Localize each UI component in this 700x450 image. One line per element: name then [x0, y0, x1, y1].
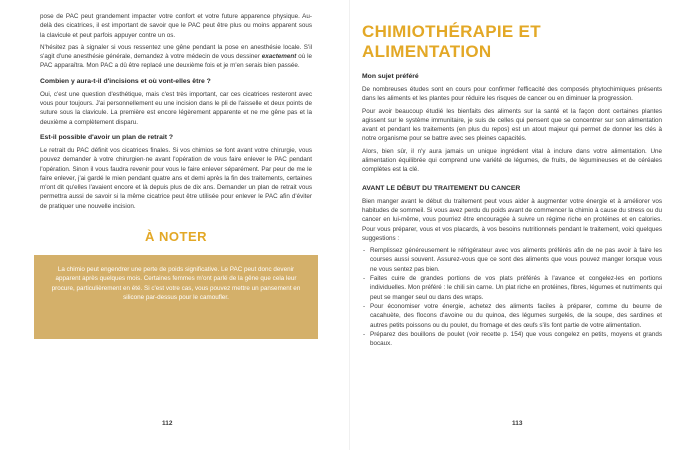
note-title: À NOTER: [145, 229, 207, 245]
paragraph: Pour avoir beaucoup étudié les bienfaits des aliments sur la santé et la façon dont certaines plantes agissent sur le système immunitaire, je suis de celles qui pensent que se concentrer sur son alimentation avant et pendant les traitements (en plus du repos) est un atout majeur qui permet de donner les clés à notre organisme pour se battre avec ses pleines capacités.: [362, 107, 662, 143]
emphasis: exactement: [261, 53, 297, 61]
paragraph: pose de PAC peut grandement impacter votre confort et votre future apparence physique. Au-delà des cicatrices, il est important de savoir que le PAC peut être plus ou moins apparent sous la clavicule et peut parfois appuyer contre un os.: [40, 13, 312, 39]
section-heading: Est-il possible d'avoir un plan de retrait ?: [40, 133, 174, 141]
section-heading: Mon sujet préféré: [362, 73, 419, 80]
chapter-title: CHIMIOTHÉRAPIE ET ALIMENTATION: [362, 22, 541, 61]
paragraph: Oui, c'est une question d'esthétique, mais c'est très important, car ces cicatrices resteront avec vous pour toujours. J'ai personnellement eu une incision dans le pli de l'aisselle et deux points de suture sous la clavicule. La première est encore légèrement apparente et ne me gêne pas et la deuxième a complètement disparu.: [40, 90, 312, 126]
page-number: 113: [512, 420, 523, 427]
list-item: - Remplissez généreusement le réfrigérateur avec vos aliments préférés afin de ne pas avoir à faire les courses aussi souvent. Assurez-vous que ce sont des aliments que vous pouvez manger lorsque vous ne vous sentez pas bien.: [370, 246, 662, 274]
left-column: [40, 12, 312, 339]
note-text: La chimio peut engendrer une perte de poids significative. Le PAC peut donc devenir apparent après quelques mois. Certaines femmes m'ont parlé de la gêne que cela leur procure, particulièrement en été. Si c'est votre cas, vous pouvez mettre un pansement en silicone par-dessus pour le camoufler.: [51, 266, 301, 301]
paragraph: Bien manger avant le début du traitement peut vous aider à augmenter votre énergie et à améliorer vos habitudes de sommeil. Si vous avez perdu du poids avant de commencer la chimio à cause du stress ou du cancer en lui-même, vous pourriez être encouragée à suivre un régime riche en protéines et en calories. Pour vous préparer, vous et vos placards, à vos besoins nutritionnels pendant le traitement, voici quelques suggestions :: [362, 197, 662, 242]
list-item: - Préparez des bouillons de poulet (voir recette p. 154) que vous congelez en petits, moyens et grands bocaux.: [370, 330, 662, 349]
paragraph: De nombreuses études sont en cours pour confirmer l'efficacité des composés phytochimiques présents dans les aliments et les plantes pour réduire les risques de cancer ou en diminuer la progression.: [362, 86, 662, 103]
list-item: - Pour économiser votre énergie, achetez des aliments faciles à préparer, comme du beurre de cacahuète, des flocons d'avoine ou du quinoa, des légumes surgelés, de la soupe, des sardines et autres petits poissons ou du poulet, du fromage et des œufs s'ils font partie de votre alimentation.: [370, 302, 662, 330]
paragraph: Le retrait du PAC définit vos cicatrices finales. Si vos chimios se font avant votre chirurgie, vous pouvez demander à votre chirurgien·ne avant l'opération de vous faire enlever le PAC pendant l'opération. Sinon il vous faudra revenir pour vous le faire enlever séparément. Par peur de me le faire enlever, j'ai gardé le mien pendant quatre ans et demi après la fin des traitements, certaines m'ont dit qu'elles l'avaient encore et là depuis plus de dix ans. Demander un plan de retrait vous permettra aussi de savoir si la même cicatrice peut être utilisée pour enlever le PAC afin d'éviter de pratiquer une nouvelle incision.: [40, 146, 312, 210]
page-number: 112: [162, 420, 173, 427]
right-page: [350, 0, 700, 450]
paragraph: [40, 43, 312, 71]
section-heading: AVANT LE DÉBUT DU TRAITEMENT DU CANCER: [362, 184, 521, 192]
right-column: [362, 12, 662, 351]
suggestion-list: [362, 246, 662, 348]
list-item: - Faites cuire de grandes portions de vos plats préférés à l'avance et congelez-les en portions individuelles. Mon préféré : le chili sin carne. Un plat riche en protéines, fibres, légumes et nutriments qui peut se manger seul ou dans des wraps.: [370, 274, 662, 302]
text-run: N'hésitez pas à signaler si vous ressentez une gêne pendant la pose en anesthésie locale. S'il s'agit d'une anesthésie générale, demandez à votre médecin de vous dessiner: [40, 43, 312, 61]
section-heading: Combien y aura-t-il d'incisions et où vont-elles être ?: [40, 77, 211, 85]
text-run: où le PAC apparaîtra. Mon PAC a dû être replacé une deuxième fois et je m'en serais bien passée.: [40, 53, 312, 70]
note-box: [34, 255, 318, 339]
paragraph: Alors, bien sûr, il n'y aura jamais un unique ingrédient vital à inclure dans votre alimentation. Une alimentation équilibrée qui comprend une variété de légumes, de fruits, de légumineuses et de céréales complètes est la clé.: [362, 147, 662, 174]
